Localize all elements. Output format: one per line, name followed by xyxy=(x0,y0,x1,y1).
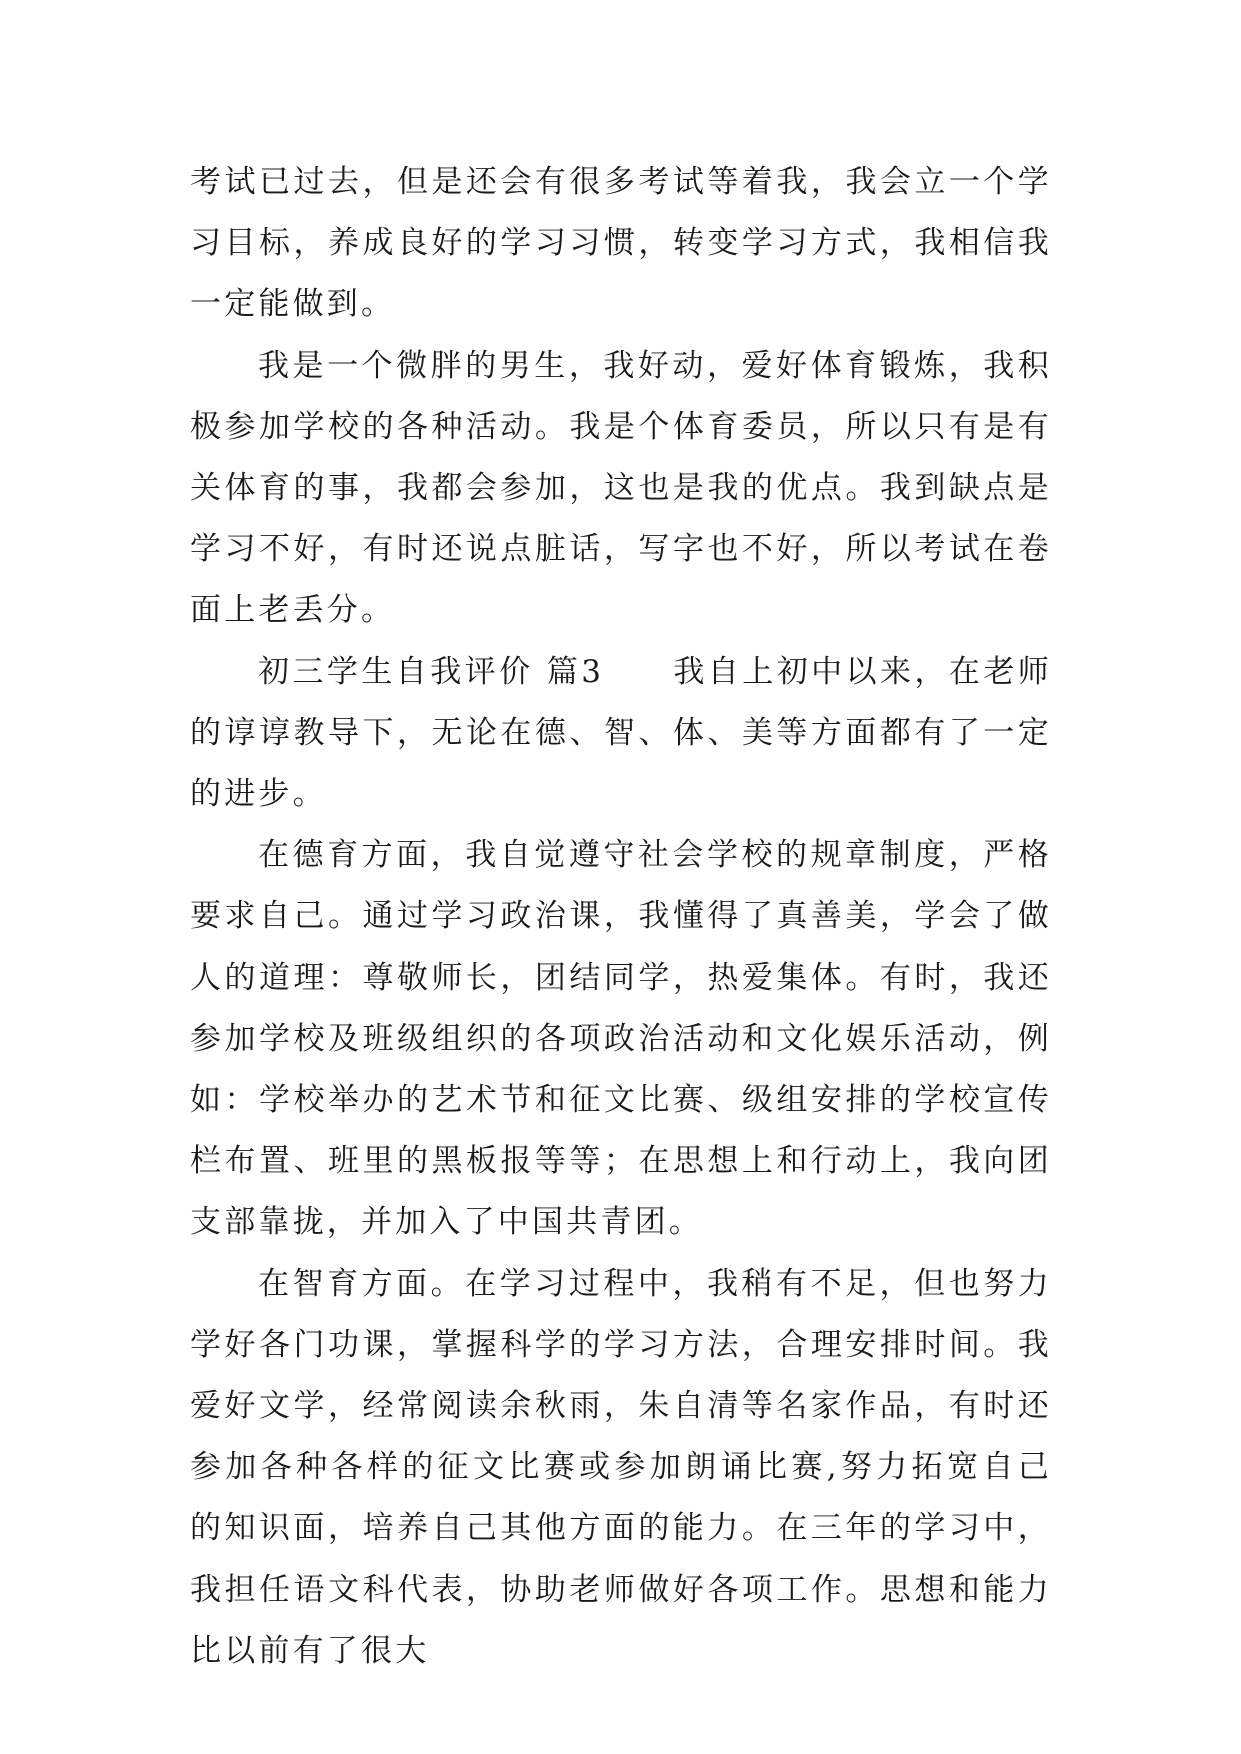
paragraph-2: 我是一个微胖的男生，我好动，爱好体育锻炼，我积极参加学校的各种活动。我是个体育委员，所以只有是有关体育的事，我都会参加，这也是我的优点。我到缺点是学习不好，有时还说点脏话，写字也不好，所以考试在卷面上老丢分。 xyxy=(190,347,1052,629)
paragraph-1: 考试已过去，但是还会有很多考试等着我，我会立一个学习目标，养成良好的学习习惯，转变学习方式，我相信我一定能做到。 xyxy=(190,164,1052,323)
paragraph-5: 在智育方面。在学习过程中，我稍有不足，但也努力学好各门功课，掌握科学的学习方法，合理安排时间。我爱好文学，经常阅读余秋雨，朱自清等名家作品，有时还参加各种各样的征文比赛或参加朗诵比赛,努力拓宽自己的知识面，培养自己其他方面的能力。在三年的学习中，我担任语文科代表，协助老师做好各项工作。思想和能力比以前有了很大 xyxy=(190,1265,1052,1669)
paragraph-4: 在德育方面，我自觉遵守社会学校的规章制度，严格要求自己。通过学习政治课，我懂得了真善美，学会了做人的道理：尊敬师长，团结同学，热爱集体。有时，我还参加学校及班级组织的各项政治活动和文化娱乐活动，例如：学校举办的艺术节和征文比赛、级组安排的学校宣传栏布置、班里的黑板报等等；在思想上和行动上，我向团支部靠拢，并加入了中国共青团。 xyxy=(190,837,1052,1241)
document-body xyxy=(190,152,1052,1682)
paragraph-3-section-heading: 初三学生自我评价 篇3 我自上初中以来，在老师的谆谆教导下，无论在德、智、体、美等方面都有了一定的进步。 xyxy=(190,653,1052,813)
